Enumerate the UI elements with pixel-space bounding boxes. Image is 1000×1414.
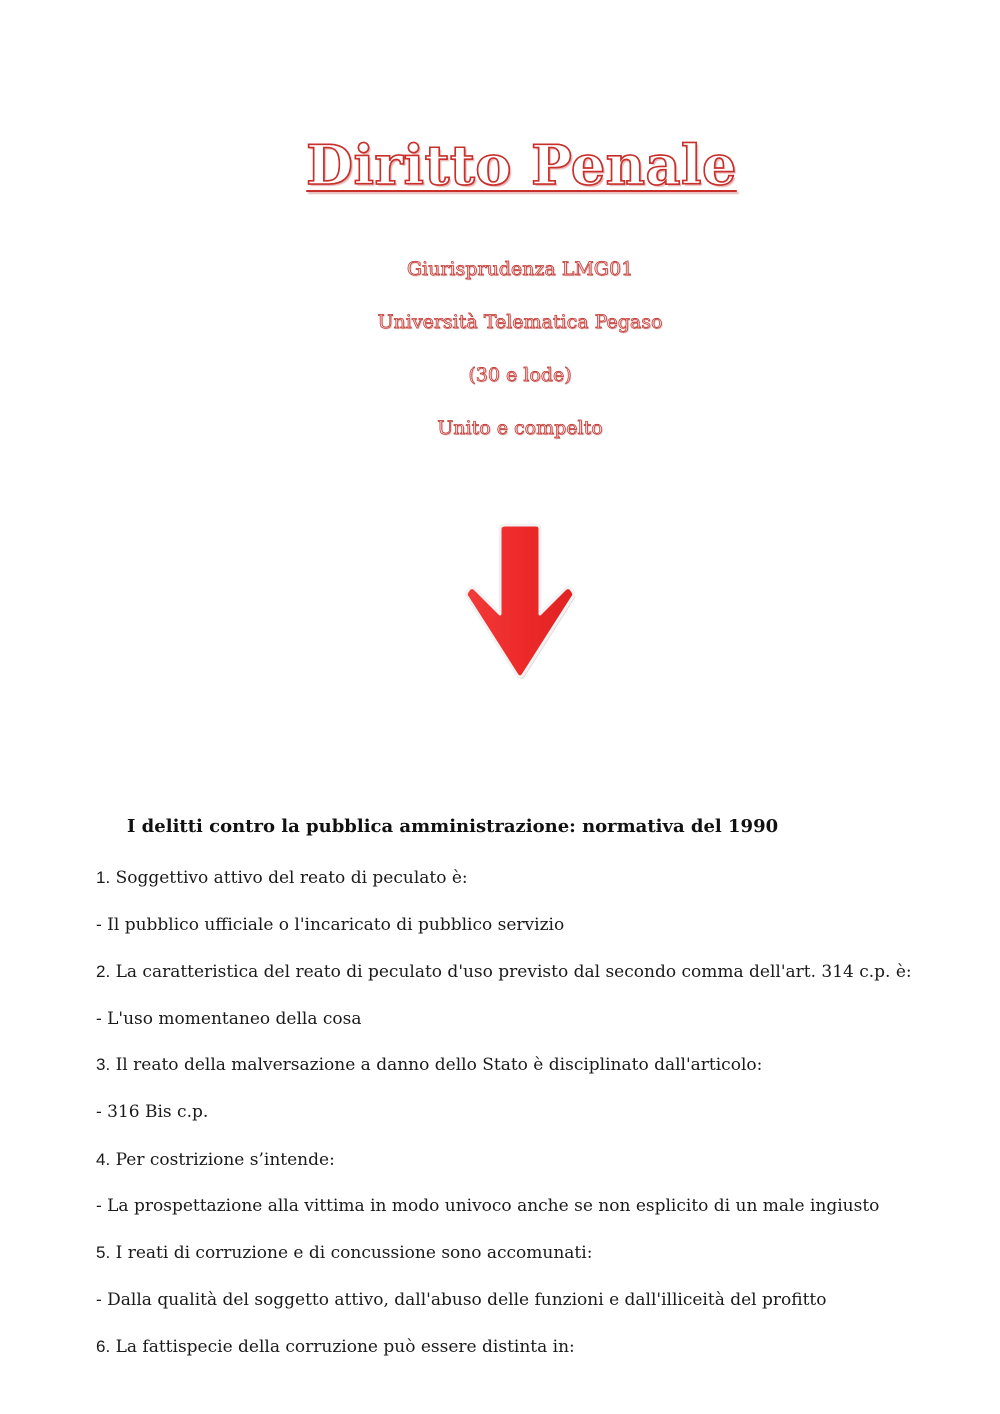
answer-2: - L'uso momentaneo della cosa [96, 1009, 362, 1029]
question-text: La caratteristica del reato di peculato d'uso previsto dal secondo comma dell'art. 314 c.p. è: [110, 962, 912, 982]
subtitle-grade: (30 e lode) [468, 364, 572, 386]
subtitle-course: Giurisprudenza LMG01 [406, 258, 634, 280]
answer-1: - Il pubblico ufficiale o l'incaricato di pubblico servizio [96, 915, 565, 935]
subtitle-note: Unito e compelto [437, 417, 603, 439]
question-number: 6. [96, 1337, 111, 1356]
question-4 [96, 1148, 335, 1172]
section-heading: I delitti contro la pubblica amministrazione: normativa del 1990 [127, 816, 779, 837]
question-number: 5. [96, 1243, 111, 1262]
down-arrow-icon [462, 519, 578, 681]
question-1 [96, 866, 468, 890]
question-number: 3. [96, 1055, 111, 1074]
answer-3: - 316 Bis c.p. [96, 1102, 209, 1122]
question-text: I reati di corruzione e di concussione sono accomunati: [110, 1243, 593, 1263]
question-3 [96, 1053, 762, 1077]
subtitle-university: Università Telematica Pegaso [377, 311, 663, 333]
question-5 [96, 1241, 592, 1265]
document-title: Diritto Penale [306, 133, 737, 197]
question-2 [96, 960, 912, 984]
question-number: 2. [96, 962, 111, 981]
answer-4: - La prospettazione alla vittima in modo univoco anche se non esplicito di un male ingiusto [96, 1196, 880, 1216]
question-text: Per costrizione s’intende: [110, 1150, 335, 1170]
question-text: La fattispecie della corruzione può essere distinta in: [110, 1337, 575, 1357]
question-text: Soggettivo attivo del reato di peculato è: [110, 868, 468, 888]
question-6 [96, 1335, 575, 1359]
question-text: Il reato della malversazione a danno dello Stato è disciplinato dall'articolo: [110, 1055, 763, 1075]
question-number: 1. [96, 868, 111, 887]
answer-5: - Dalla qualità del soggetto attivo, dall'abuso delle funzioni e dall'illiceità del profitto [96, 1290, 827, 1310]
question-number: 4. [96, 1150, 111, 1169]
